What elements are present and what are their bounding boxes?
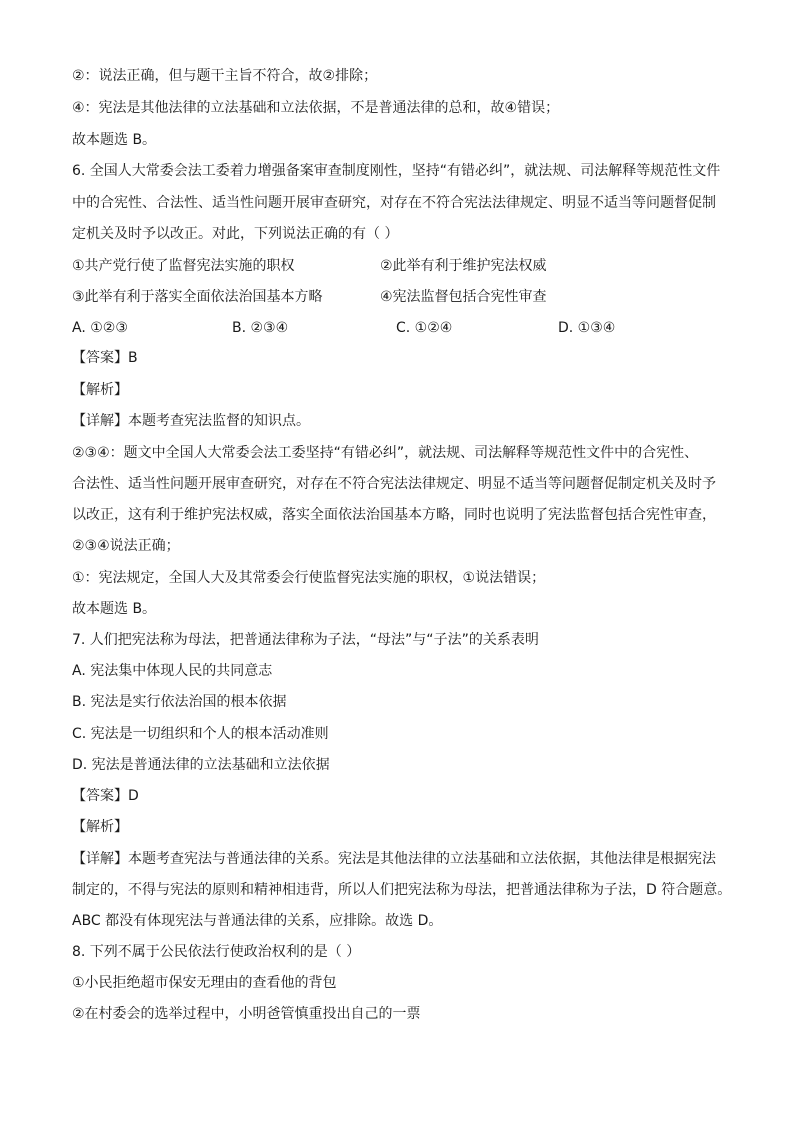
analysis-label: 【解析】 <box>72 382 128 398</box>
question-7-stem: 7. 人们把宪法称为母法，把普通法律称为子法，“母法”与“子法”的关系表明 <box>72 632 539 648</box>
question-6-stem: 6. 全国人大常委会法工委着力增强备案审查制度刚性，坚持“有错必纠”，就法规、司法解释等规范性文件 <box>72 163 721 179</box>
explanation-text: 故本题选 B。 <box>72 601 157 617</box>
question-6-stem: 中的合宪性、合法性、适当性问题开展审查研究，对存在不符合宪法法律规定、明显不适当等问题督促制 <box>72 195 716 211</box>
statement-1: ①小民拒绝超市保安无理由的查看他的背包 <box>72 975 337 991</box>
statement-2: ②此举有利于维护宪法权威 <box>380 258 547 274</box>
choice-a: A. 宪法集中体现人民的共同意志 <box>72 663 273 679</box>
text-line: 故本题选 B。 <box>72 132 157 148</box>
explanation-text: ②③④说法正确； <box>72 538 180 554</box>
choice-c: C. ①②④ <box>396 320 453 336</box>
answer-label: 【答案】B <box>72 350 138 366</box>
explanation-text: 【详解】本题考查宪法监督的知识点。 <box>72 413 310 429</box>
explanation-text: 制定的，不得与宪法的原则和精神相违背，所以人们把宪法称为母法，把普通法律称为子法，D 符合题意。 <box>72 882 732 898</box>
choice-d: D. ①③④ <box>558 320 616 336</box>
text-line: ④：宪法是其他法律的立法基础和立法依据，不是普通法律的总和，故④错误； <box>72 100 560 116</box>
statement-3: ③此举有利于落实全面依法治国基本方略 <box>72 289 323 305</box>
question-8-stem: 8. 下列不属于公民依法行使政治权利的是（ ） <box>72 944 361 960</box>
choice-c: C. 宪法是一切组织和个人的根本活动准则 <box>72 726 329 742</box>
explanation-text: ①：宪法规定，全国人大及其常委会行使监督宪法实施的职权，①说法错误； <box>72 570 546 586</box>
explanation-text: 合法性、适当性问题开展审查研究，对存在不符合宪法法律规定、明显不适当等问题督促制定机关及时予 <box>72 476 716 492</box>
explanation-text: ②③④：题文中全国人大常委会法工委坚持“有错必纠”，就法规、司法解释等规范性文件中的合宪性、 <box>72 445 699 461</box>
statement-2: ②在村委会的选举过程中，小明爸管慎重投出自己的一票 <box>72 1006 421 1022</box>
choice-d: D. 宪法是普通法律的立法基础和立法依据 <box>72 757 330 773</box>
answer-label: 【答案】D <box>72 788 139 804</box>
choice-b: B. 宪法是实行依法治国的根本依据 <box>72 694 287 710</box>
text-line: ②：说法正确，但与题干主旨不符合，故②排除； <box>72 68 378 84</box>
statement-1: ①共产党行使了监督宪法实施的职权 <box>72 258 295 274</box>
explanation-text: 以改正，这有利于维护宪法权威，落实全面依法治国基本方略，同时也说明了宪法监督包括合宪性审查， <box>72 507 716 523</box>
explanation-text: ABC 都没有体现宪法与普通法律的关系，应排除。故选 D。 <box>72 913 443 929</box>
choice-b: B. ②③④ <box>232 320 289 336</box>
statement-4: ④宪法监督包括合宪性审查 <box>380 289 547 305</box>
choice-a: A. ①②③ <box>72 320 128 336</box>
analysis-label: 【解析】 <box>72 819 128 835</box>
question-6-stem: 定机关及时予以改正。对此，下列说法正确的有（ ） <box>72 226 399 242</box>
explanation-text: 【详解】本题考查宪法与普通法律的关系。宪法是其他法律的立法基础和立法依据，其他法律是根据宪法 <box>72 851 716 867</box>
